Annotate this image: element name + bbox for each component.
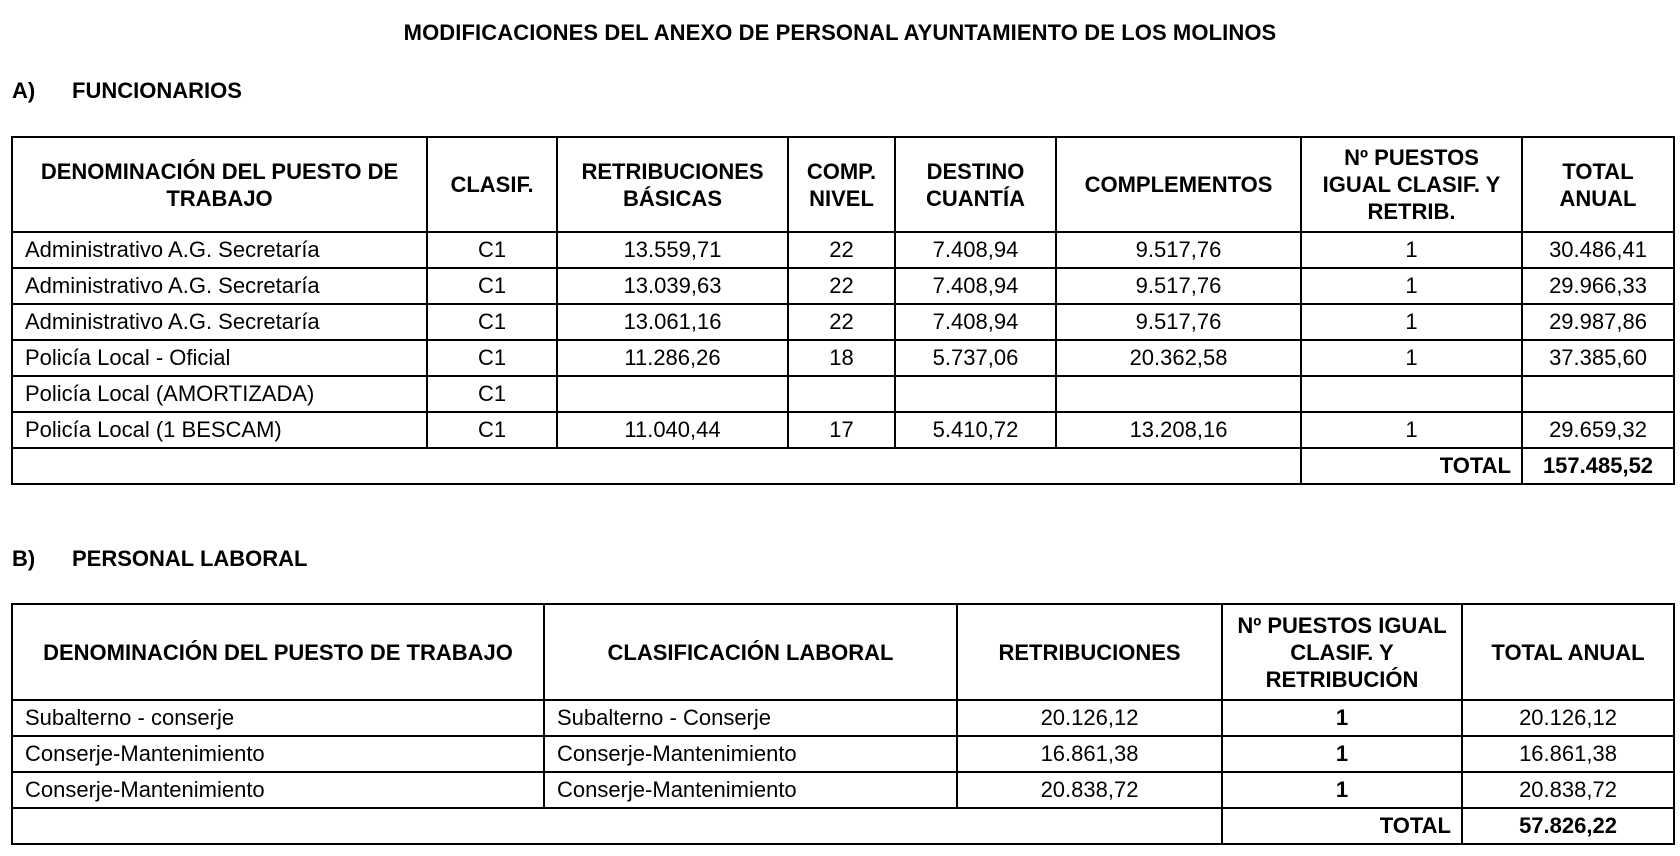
- cell-destino: 7.408,94: [895, 232, 1056, 268]
- cell-nivel: 18: [788, 340, 895, 376]
- cell-num-puestos: 1: [1222, 700, 1462, 736]
- table-row: [12, 268, 1674, 304]
- cell-clasif: C1: [427, 376, 557, 412]
- col-header-retribuciones-basicas: RETRIBUCIONES BÁSICAS: [557, 137, 788, 232]
- cell-num-puestos: [1301, 376, 1522, 412]
- cell-total-anual: 37.385,60: [1522, 340, 1674, 376]
- cell-total-anual: 29.987,86: [1522, 304, 1674, 340]
- col-header-total-anual: TOTAL ANUAL: [1462, 604, 1674, 700]
- table-row: [12, 736, 1674, 772]
- col-header-destino-cuantia: DESTINO CUANTÍA: [895, 137, 1056, 232]
- cell-retribuciones: 13.559,71: [557, 232, 788, 268]
- table-row: [12, 232, 1674, 268]
- col-header-clasificacion-laboral: CLASIFICACIÓN LABORAL: [544, 604, 957, 700]
- funcionarios-table: [11, 136, 1675, 485]
- cell-clasif: C1: [427, 304, 557, 340]
- cell-complementos: 9.517,76: [1056, 232, 1301, 268]
- cell-denominacion: Administrativo A.G. Secretaría: [12, 232, 427, 268]
- cell-retribuciones: 20.126,12: [957, 700, 1222, 736]
- cell-denominacion: Subalterno - conserje: [12, 700, 544, 736]
- cell-num-puestos: 1: [1301, 412, 1522, 448]
- cell-num-puestos: 1: [1222, 736, 1462, 772]
- cell-clasificacion: Conserje-Mantenimiento: [544, 736, 957, 772]
- table-row: [12, 412, 1674, 448]
- section-a-heading: [12, 78, 242, 104]
- cell-clasif: C1: [427, 412, 557, 448]
- cell-total-anual: 20.838,72: [1462, 772, 1674, 808]
- cell-retribuciones: 20.838,72: [957, 772, 1222, 808]
- cell-denominacion: Administrativo A.G. Secretaría: [12, 304, 427, 340]
- cell-total-anual: 20.126,12: [1462, 700, 1674, 736]
- section-a-letter: A): [12, 78, 36, 103]
- cell-destino: 7.408,94: [895, 304, 1056, 340]
- col-header-comp-nivel: COMP. NIVEL: [788, 137, 895, 232]
- col-header-complementos: COMPLEMENTOS: [1056, 137, 1301, 232]
- cell-nivel: 22: [788, 304, 895, 340]
- total-blank-cell: [12, 448, 1301, 484]
- cell-complementos: 13.208,16: [1056, 412, 1301, 448]
- cell-destino: 5.410,72: [895, 412, 1056, 448]
- table-row: [12, 700, 1674, 736]
- col-header-num-puestos: Nº PUESTOS IGUAL CLASIF. Y RETRIB.: [1301, 137, 1522, 232]
- funcionarios-header-row: [12, 137, 1674, 232]
- cell-retribuciones: 11.286,26: [557, 340, 788, 376]
- cell-retribuciones: [557, 376, 788, 412]
- cell-destino: 7.408,94: [895, 268, 1056, 304]
- cell-clasificacion: Subalterno - Conserje: [544, 700, 957, 736]
- table-row: [12, 340, 1674, 376]
- cell-complementos: [1056, 376, 1301, 412]
- cell-denominacion: Policía Local (AMORTIZADA): [12, 376, 427, 412]
- section-a-title: FUNCIONARIOS: [72, 78, 242, 103]
- total-row: [12, 808, 1674, 844]
- cell-retribuciones: 11.040,44: [557, 412, 788, 448]
- cell-complementos: 9.517,76: [1056, 268, 1301, 304]
- cell-total-anual: 16.861,38: [1462, 736, 1674, 772]
- personal-laboral-table: [11, 603, 1675, 845]
- total-value: 157.485,52: [1522, 448, 1674, 484]
- cell-denominacion: Conserje-Mantenimiento: [12, 736, 544, 772]
- cell-num-puestos: 1: [1301, 268, 1522, 304]
- section-b-letter: B): [12, 546, 36, 571]
- table-row: [12, 772, 1674, 808]
- cell-nivel: 22: [788, 268, 895, 304]
- cell-num-puestos: 1: [1301, 304, 1522, 340]
- cell-destino: 5.737,06: [895, 340, 1056, 376]
- section-b-title: PERSONAL LABORAL: [72, 546, 308, 571]
- laboral-header-row: [12, 604, 1674, 700]
- cell-retribuciones: 13.061,16: [557, 304, 788, 340]
- table-row: [12, 376, 1674, 412]
- cell-num-puestos: 1: [1301, 340, 1522, 376]
- col-header-num-puestos: Nº PUESTOS IGUAL CLASIF. Y RETRIBUCIÓN: [1222, 604, 1462, 700]
- cell-denominacion: Policía Local - Oficial: [12, 340, 427, 376]
- cell-clasif: C1: [427, 232, 557, 268]
- cell-clasif: C1: [427, 340, 557, 376]
- col-header-denominacion: DENOMINACIÓN DEL PUESTO DE TRABAJO: [12, 604, 544, 700]
- cell-complementos: 9.517,76: [1056, 304, 1301, 340]
- cell-total-anual: [1522, 376, 1674, 412]
- cell-total-anual: 29.659,32: [1522, 412, 1674, 448]
- document-title: MODIFICACIONES DEL ANEXO DE PERSONAL AYUNTAMIENTO DE LOS MOLINOS: [403, 20, 1277, 45]
- total-value: 57.826,22: [1462, 808, 1674, 844]
- cell-nivel: [788, 376, 895, 412]
- col-header-clasif: CLASIF.: [427, 137, 557, 232]
- cell-retribuciones: 16.861,38: [957, 736, 1222, 772]
- cell-nivel: 22: [788, 232, 895, 268]
- cell-clasif: C1: [427, 268, 557, 304]
- cell-denominacion: Policía Local (1 BESCAM): [12, 412, 427, 448]
- total-label: TOTAL: [1301, 448, 1522, 484]
- cell-clasificacion: Conserje-Mantenimiento: [544, 772, 957, 808]
- col-header-retribuciones: RETRIBUCIONES: [957, 604, 1222, 700]
- section-b-heading: [12, 546, 308, 572]
- cell-total-anual: 29.966,33: [1522, 268, 1674, 304]
- table-row: [12, 304, 1674, 340]
- cell-nivel: 17: [788, 412, 895, 448]
- total-label: TOTAL: [1222, 808, 1462, 844]
- cell-retribuciones: 13.039,63: [557, 268, 788, 304]
- cell-complementos: 20.362,58: [1056, 340, 1301, 376]
- cell-num-puestos: 1: [1222, 772, 1462, 808]
- cell-denominacion: Administrativo A.G. Secretaría: [12, 268, 427, 304]
- col-header-total-anual: TOTAL ANUAL: [1522, 137, 1674, 232]
- total-blank-cell: [12, 808, 1222, 844]
- cell-total-anual: 30.486,41: [1522, 232, 1674, 268]
- cell-num-puestos: 1: [1301, 232, 1522, 268]
- cell-destino: [895, 376, 1056, 412]
- total-row: [12, 448, 1674, 484]
- col-header-denominacion: DENOMINACIÓN DEL PUESTO DE TRABAJO: [12, 137, 427, 232]
- cell-denominacion: Conserje-Mantenimiento: [12, 772, 544, 808]
